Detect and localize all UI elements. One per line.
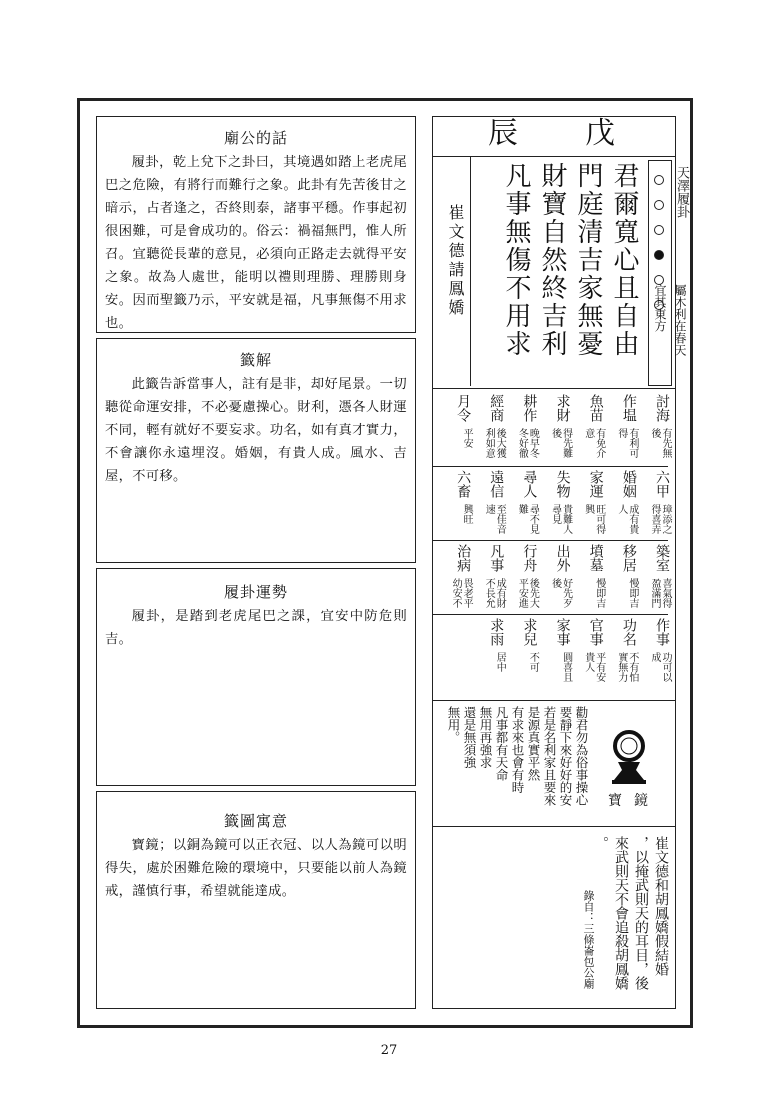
grid-cell xyxy=(639,616,672,692)
grid-cell xyxy=(473,542,506,616)
panel-temple-words xyxy=(96,116,416,333)
divider xyxy=(432,156,676,157)
grid-label: 墳墓 xyxy=(587,544,604,572)
poem-header-right: 戊 xyxy=(585,116,615,151)
grid-note: 璋添之得喜弄 xyxy=(648,504,671,534)
grid-label: 治病 xyxy=(455,544,472,572)
poem-header-left: 辰 xyxy=(488,116,518,151)
poem-verses xyxy=(496,160,646,386)
grid-cell xyxy=(573,468,606,542)
panel-title: 籤解 xyxy=(239,351,272,369)
panel-body: 履卦，乾上兌下之卦曰，其境遇如踏上老虎尾巴之危險，有將行而難行之象。此卦有先苦後甘之暗示，占者逢之，否終則泰，諸事平穩。作事起初很困難，可是會成功的。俗云：禍福無門，惟人所召。宜聽從長輩的意見，必須向正路走去就得平安之象。故為人處世，能明以禮則理勝、理勝則身安。因而聖籤乃示，平安就是福，凡事無傷不用求也。 xyxy=(105,155,407,331)
advice-column: 凡事都有天命 xyxy=(494,706,509,781)
grid-label: 官事 xyxy=(587,618,604,646)
grid-label: 耕作 xyxy=(521,394,538,422)
divider xyxy=(432,826,676,827)
grid-note: 不可 xyxy=(527,652,539,672)
grid-label: 行舟 xyxy=(521,544,538,572)
grid-note: 不有怕實無力 xyxy=(615,652,638,682)
grid-cell xyxy=(639,392,672,468)
hexagram-name: 天澤履卦 xyxy=(674,166,689,218)
grid-cell xyxy=(506,542,539,616)
grid-label: 月令 xyxy=(455,394,472,422)
grid-note: 貴難人尋見 xyxy=(549,504,572,534)
poem-story: 崔文德請鳳嬌 xyxy=(446,204,465,318)
grid-label: 六甲 xyxy=(653,470,670,498)
advice-column: 要靜下來好好的安 xyxy=(558,706,573,806)
divider xyxy=(432,614,668,615)
story-text xyxy=(590,836,670,1006)
grid-note: 得先難後 xyxy=(549,428,572,458)
grid-cell xyxy=(506,392,539,468)
story-column: 。 xyxy=(593,836,609,850)
grid-note: 喜氣得盈滿門 xyxy=(648,578,671,608)
grid-note: 平安 xyxy=(461,428,473,448)
grid-cell xyxy=(639,542,672,616)
grid-cell xyxy=(606,542,639,616)
grid-cell xyxy=(539,468,572,542)
grid-label: 家事 xyxy=(554,618,571,646)
grid-cell xyxy=(440,542,473,616)
grid-label: 家運 xyxy=(587,470,604,498)
source-note: 錄自：三條崙包公廟 xyxy=(582,890,595,989)
grid-note: 有利可得 xyxy=(615,428,638,458)
grid-note: 有先無後 xyxy=(648,428,671,458)
grid-note: 成有財不長允 xyxy=(483,578,506,608)
grid-label: 遠信 xyxy=(488,470,505,498)
panel-explanation xyxy=(96,338,416,563)
hexagram-direction: 宜其東方 xyxy=(653,284,667,332)
grid-label: 作塭 xyxy=(620,394,637,422)
grid-label: 失物 xyxy=(554,470,571,498)
hexagram-line xyxy=(654,220,668,239)
grid-cell xyxy=(506,616,539,692)
panel-body: 寶鏡；以銅為鏡可以正衣冠、以人為鏡可以明得失，處於困難危險的環境中，只要能以前人為鏡戒，謹慎行事，希望就能達成。 xyxy=(105,838,407,899)
grid-cell xyxy=(573,616,606,692)
grid-cell xyxy=(639,468,672,542)
grid-cell xyxy=(539,616,572,692)
hexagram-line xyxy=(654,245,668,264)
grid-label: 求兒 xyxy=(521,618,538,646)
grid-label: 凡事 xyxy=(488,544,505,572)
panel-body: 此籤告訴當事人，註有是非，却好尾景。一切聽從命運安排，不必憂慮操心。財利，憑各人財運不同，輕有就好不要妄求。功名，如有真才實力，不會讓你永遠埋沒。婚姻，有貴人成。風水、吉屋，不可移。 xyxy=(105,377,407,484)
hexagram-line xyxy=(654,195,668,214)
panel-image-meaning xyxy=(96,791,416,1009)
panel-fortune xyxy=(96,568,416,786)
grid-cell xyxy=(539,542,572,616)
grid-note: 有免介意 xyxy=(582,428,605,458)
grid-note: 圓喜且 xyxy=(560,652,572,682)
grid-cell xyxy=(606,616,639,692)
divider xyxy=(470,156,471,386)
grid-cell xyxy=(440,468,473,542)
grid-label: 六畜 xyxy=(455,470,472,498)
grid-note: 成有貴人 xyxy=(615,504,638,534)
grid-note: 晚早冬冬好徹 xyxy=(516,428,539,458)
advice-column: 勸君勿為俗事操心 xyxy=(574,706,589,806)
grid-cell xyxy=(473,616,506,692)
story-column: 崔文德和胡鳳嬌假結婚 xyxy=(653,836,669,976)
panel-body: 履卦，是踏到老虎尾巴之課，宜安中防危則吉。 xyxy=(105,609,407,647)
advice-column: 無用。 xyxy=(446,706,461,744)
grid-note: 功可以成 xyxy=(648,652,671,682)
advice-column: 還是無須強 xyxy=(462,706,477,769)
grid-cell xyxy=(440,392,473,468)
panel-title: 籤圖寓意 xyxy=(223,812,288,830)
grid-label: 求雨 xyxy=(488,618,505,646)
treasure-label: 寶鏡 xyxy=(608,793,660,809)
poem-verse: 財寶自然終吉利 xyxy=(537,162,567,358)
mirror-icon xyxy=(606,728,652,792)
grid-cell xyxy=(573,542,606,616)
grid-note: 後大獲利如意 xyxy=(483,428,506,458)
grid-cell xyxy=(473,468,506,542)
story-column: 來武則天不會追殺胡鳳嬌 xyxy=(613,836,629,990)
grid-note: 旺可得興 xyxy=(582,504,605,534)
grid-note: 後先大平安進 xyxy=(516,578,539,608)
grid-label: 移居 xyxy=(620,544,637,572)
page-number: 27 xyxy=(380,1043,398,1058)
advice-column: 有求來也會有時 xyxy=(510,706,525,794)
poem-verse: 門庭清吉家無憂 xyxy=(573,162,603,358)
grid-cell xyxy=(606,468,639,542)
hexagram-line xyxy=(654,170,668,189)
divider xyxy=(432,700,676,701)
grid-note: 慢即吉 xyxy=(626,578,638,608)
grid-note: 慢即吉 xyxy=(593,578,605,608)
grid-cell xyxy=(473,392,506,468)
advice-column: 無用再強求 xyxy=(478,706,493,769)
grid-cell xyxy=(573,392,606,468)
grid-cell xyxy=(506,468,539,542)
advice-column: 若是名利家且要來 xyxy=(542,706,557,806)
grid-label: 婚姻 xyxy=(620,470,637,498)
grid-label: 築室 xyxy=(653,544,670,572)
hexagram-attribute: 屬木利在春天 xyxy=(673,284,687,356)
grid-note: 居中 xyxy=(494,652,506,672)
divider xyxy=(432,466,668,467)
panel-title: 廟公的話 xyxy=(223,129,288,147)
grid-note: 平有安貴人 xyxy=(582,652,605,682)
advice-column: 是源真實平然 xyxy=(526,706,541,781)
panel-title: 履卦運勢 xyxy=(223,583,288,601)
grid-label: 功名 xyxy=(620,618,637,646)
grid-label: 求財 xyxy=(554,394,571,422)
grid-note: 尋不見難 xyxy=(516,504,539,534)
fortune-grid xyxy=(440,392,672,692)
grid-cell xyxy=(606,392,639,468)
story-column: ，以掩武則天的耳目，後 xyxy=(633,836,649,990)
grid-label: 經商 xyxy=(488,394,505,422)
grid-label: 尋人 xyxy=(521,470,538,498)
grid-note: 興旺 xyxy=(461,504,473,524)
divider xyxy=(432,388,676,389)
poem-verse: 君爾寬心且自由 xyxy=(609,162,639,358)
grid-label: 出外 xyxy=(554,544,571,572)
grid-cell xyxy=(539,392,572,468)
grid-label: 作事 xyxy=(653,618,670,646)
divider xyxy=(432,540,668,541)
grid-note: 好先歹後 xyxy=(549,578,572,608)
grid-note: 畏老平幼安不 xyxy=(450,578,473,608)
poem-verse: 凡事無傷不用求 xyxy=(501,162,531,358)
grid-label: 討海 xyxy=(653,394,670,422)
advice-text xyxy=(444,706,588,822)
grid-note: 至佳音速 xyxy=(483,504,506,534)
grid-label: 魚苗 xyxy=(587,394,604,422)
